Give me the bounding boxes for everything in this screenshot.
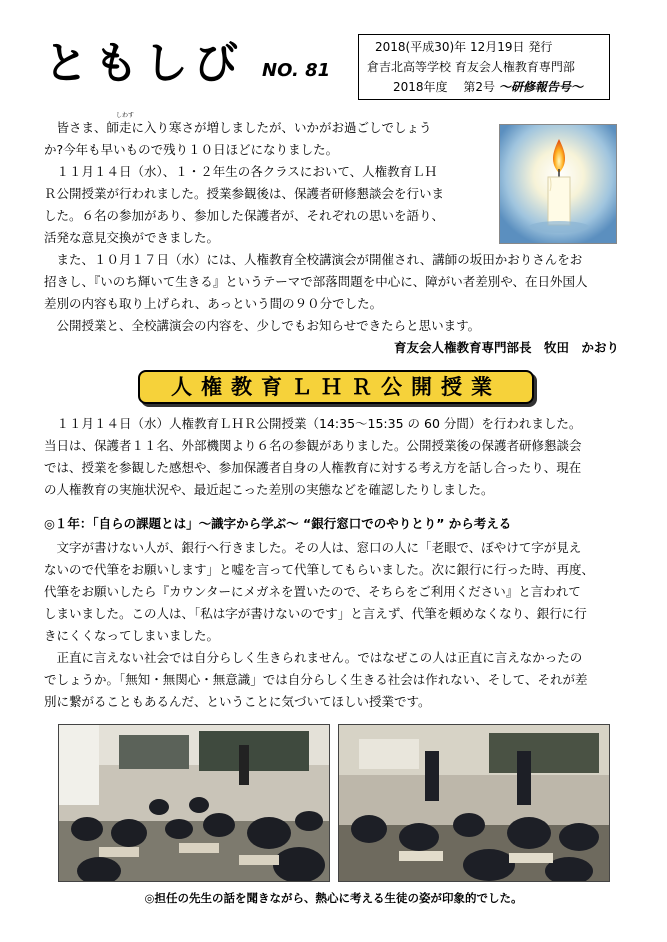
text-line: では、授業を参観した感想や、参加保護者自身の人権教育に対する考え方を話し合ったり、現在: [44, 460, 582, 475]
text-line: 当日は、保護者１１名、外部機関より６名の参観がありました。公開授業後の保護者研修懇談会: [44, 438, 582, 453]
text-line: Ｒ公開授業が行われました。授業参観後は、保護者研修懇談会を行いま: [44, 186, 445, 201]
author-signature: 育友会人権教育専門部長 牧田 かおり: [393, 340, 619, 355]
issue-number: NO. 81: [262, 60, 331, 81]
classroom-photo-right: [338, 724, 610, 882]
publish-date: 2018(平成30)年 12月19日 発行: [375, 40, 553, 54]
issue-subtitle: ～研修報告号～: [498, 80, 583, 94]
section-banner: 人権教育ＬＨＲ公開授業: [138, 370, 534, 404]
text-line: 正直に言えない社会では自分らしく生きられません。ではなぜこの人は正直に言えなかったの: [44, 650, 583, 665]
text-line: の人権教育の実施状況や、最近起こった差別の実態などを確認したりしました。: [44, 482, 494, 497]
text-line: 差別の内容も取り上げられ、あっという間の９０分でした。: [44, 296, 383, 311]
text-line: 活発な意見交換ができました。: [44, 230, 220, 245]
text-line: しまいました。この人は、「私は字が書けないのです」と言えず、代筆を頼めなくなり、銀行に行: [44, 606, 587, 621]
candle-illustration: [499, 124, 617, 244]
text-line: 招きし、『いのち輝いて生きる』というテーマで部落問題を中心に、障がい者差別や、在日外国人: [44, 274, 588, 289]
publication-info-box: [358, 34, 610, 100]
text-line: 文字が書けない人が、銀行へ行きました。その人は、窓口の人に「老眼で、ぼやけて字が見え: [44, 540, 582, 555]
newsletter-title: ともしび: [44, 38, 244, 89]
photo-caption: ◎担任の先生の話を聞きながら、熱心に考える生徒の姿が印象的でした。: [144, 891, 523, 905]
text-line: きにくくなってしまいました。: [44, 628, 220, 643]
text-line: 別に繋がることもあるんだ、ということに気づいてほしい授業です。: [44, 694, 431, 709]
issue-line: [367, 77, 603, 97]
text-line: また、１０月１７日（水）には、人権教育全校講演会が開催され、講師の坂田かおりさんをお: [44, 252, 583, 267]
section-heading: ◎１年：「自らの課題とは」～識字から学ぶ～ “銀行窓口でのやりとり” から考える: [44, 516, 512, 531]
text-line: １１月１４日（水）、１・２年生の各クラスにおいて、人権教育ＬＨ: [44, 164, 438, 179]
text-line: ないので代筆をお願いします」と嘘を言って代筆してもらいました。次に銀行に行った時、再度、: [44, 562, 595, 577]
lhr-paragraph: [44, 413, 582, 501]
text-line: １１月１４日（水）人権教育ＬＨＲ公開授業（14:35～15:35 の 60 分間）を行われました。: [44, 416, 582, 431]
fiscal-year: 2018年度: [393, 80, 448, 94]
text-line: 代筆をお願いしたら『カウンターにメガネを置いたので、そちらをご利用ください』と言われて: [44, 584, 581, 599]
text-line: か?今年も早いもので残り１０日ほどになりました。: [44, 142, 339, 157]
candle-icon: [500, 125, 617, 244]
furigana: しわす: [116, 112, 135, 119]
text-line: でしょうか。「無知・無関心・無意識」では自分らしく生きる社会は作れない、そして、それが差: [44, 672, 588, 687]
publisher: 倉吉北高等学校 育友会人権教育専門部: [367, 60, 575, 74]
text-line: 皆さま、師走に入り寒さが増しましたが、いかがお過ごしでしょう: [44, 120, 432, 135]
grade1-paragraph: [44, 537, 594, 713]
classroom-photo-left: [58, 724, 330, 882]
text-line: 公開授業と、全校講演会の内容を、少しでもお知らせできたらと思います。: [44, 318, 481, 333]
issue-count: 第2号: [463, 80, 496, 94]
text-line: した。６名の参加があり、参加した保護者が、それぞれの思いを語り、: [44, 208, 445, 223]
